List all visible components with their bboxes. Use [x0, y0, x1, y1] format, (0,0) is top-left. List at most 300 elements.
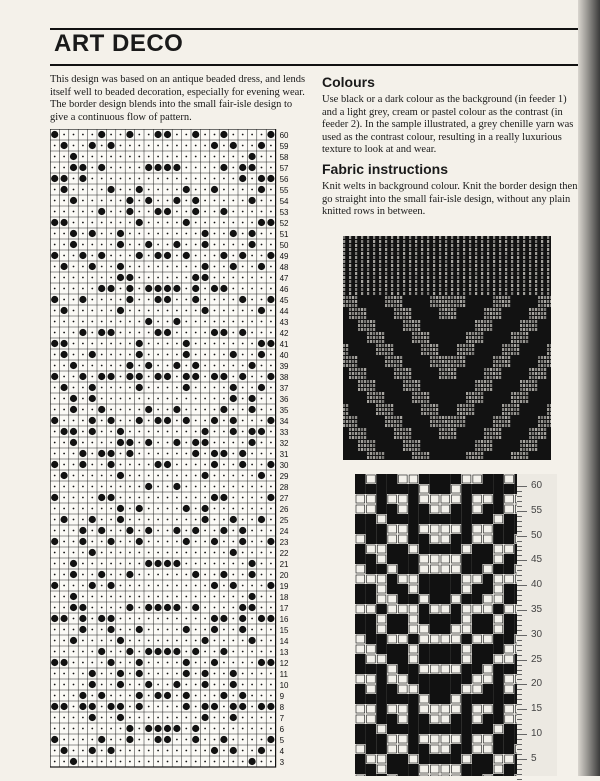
ruler: [517, 474, 557, 776]
stitch-background: [73, 684, 75, 686]
stitch-background: [110, 178, 112, 180]
stitch-background: [63, 684, 65, 686]
stitch-background: [91, 134, 93, 136]
stitch-contrast: [79, 461, 86, 468]
stitch-background: [101, 596, 103, 598]
stitch-background: [148, 750, 150, 752]
stitch-contrast: [70, 604, 77, 611]
stitch-background: [91, 211, 93, 213]
chart-row-number: 12: [279, 659, 289, 668]
stitch-contrast: [61, 340, 68, 347]
stitch-background: [195, 761, 197, 763]
stitch-background: [176, 398, 178, 400]
stitch-background: [270, 695, 272, 697]
stitch-background: [54, 530, 56, 532]
ruler-tick: [517, 521, 522, 522]
stitch-background: [91, 618, 93, 620]
chart-row-number: 13: [279, 648, 289, 657]
stitch-background: [223, 464, 225, 466]
chart-row-number: 25: [279, 516, 289, 525]
stitch-background: [204, 695, 206, 697]
stitch-contrast: [220, 615, 227, 622]
stitch-contrast: [136, 186, 143, 193]
stitch-background: [251, 189, 253, 191]
stitch-background: [167, 365, 169, 367]
chart-row-number: 43: [279, 318, 289, 327]
stitch-contrast: [258, 219, 265, 226]
stitch-contrast: [126, 736, 133, 743]
stitch-background: [157, 431, 159, 433]
stitch-background: [129, 563, 131, 565]
fabric-instructions-paragraph: Knit welts in background colour. Knit the border design then go straight into the small fair-isle design, without any plain knitted rows in between.: [322, 181, 578, 217]
stitch-contrast: [126, 527, 133, 534]
ruler-tick: [517, 655, 522, 656]
stitch-background: [195, 255, 197, 257]
stitch-background: [242, 750, 244, 752]
page-edge: [578, 0, 600, 776]
stitch-background: [251, 475, 253, 477]
stitch-contrast: [108, 373, 115, 380]
stitch-background: [120, 464, 122, 466]
stitch-background: [167, 662, 169, 664]
stitch-background: [270, 211, 272, 213]
stitch-background: [54, 332, 56, 334]
stitch-contrast: [136, 538, 143, 545]
stitch-background: [120, 299, 122, 301]
stitch-background: [185, 728, 187, 730]
stitch-background: [204, 596, 206, 598]
stitch-background: [63, 277, 65, 279]
stitch-contrast: [117, 637, 124, 644]
stitch-background: [204, 750, 206, 752]
stitch-background: [129, 618, 131, 620]
chart-row-number: 51: [279, 230, 289, 239]
stitch-background: [129, 255, 131, 257]
stitch-background: [129, 706, 131, 708]
stitch-background: [110, 200, 112, 202]
stitch-background: [101, 717, 103, 719]
stitch-contrast: [108, 285, 115, 292]
stitch-contrast: [98, 285, 105, 292]
stitch-background: [120, 530, 122, 532]
stitch-background: [138, 211, 140, 213]
stitch-background: [176, 618, 178, 620]
stitch-background: [261, 156, 263, 158]
stitch-background: [195, 156, 197, 158]
stitch-contrast: [126, 362, 133, 369]
chart-row-number: 53: [279, 208, 289, 217]
stitch-background: [185, 321, 187, 323]
stitch-contrast: [249, 604, 256, 611]
stitch-contrast: [89, 516, 96, 523]
stitch-background: [242, 585, 244, 587]
stitch-contrast: [136, 340, 143, 347]
stitch-background: [251, 288, 253, 290]
stitch-background: [110, 486, 112, 488]
stitch-background: [138, 684, 140, 686]
chart-row-number: 35: [279, 406, 289, 415]
stitch-background: [129, 354, 131, 356]
stitch-background: [129, 387, 131, 389]
stitch-background: [73, 475, 75, 477]
stitch-background: [185, 145, 187, 147]
stitch-contrast: [51, 340, 58, 347]
stitch-background: [195, 585, 197, 587]
stitch-contrast: [164, 373, 171, 380]
stitch-background: [214, 365, 216, 367]
stitch-contrast: [61, 472, 68, 479]
stitch-background: [214, 607, 216, 609]
stitch-background: [129, 431, 131, 433]
stitch-background: [110, 398, 112, 400]
stitch-background: [148, 717, 150, 719]
stitch-contrast: [173, 318, 180, 325]
stitch-background: [129, 178, 131, 180]
stitch-contrast: [51, 703, 58, 710]
stitch-background: [101, 662, 103, 664]
stitch-background: [242, 277, 244, 279]
stitch-background: [157, 519, 159, 521]
stitch-background: [167, 508, 169, 510]
stitch-contrast: [164, 208, 171, 215]
chart-row-number: 9: [279, 692, 285, 701]
stitch-background: [73, 354, 75, 356]
stitch-background: [120, 321, 122, 323]
stitch-background: [185, 299, 187, 301]
stitch-contrast: [145, 406, 152, 413]
stitch-background: [110, 519, 112, 521]
ruler-label: 40: [531, 579, 543, 591]
stitch-background: [270, 684, 272, 686]
stitch-contrast: [89, 681, 96, 688]
stitch-background: [82, 574, 84, 576]
stitch-background: [214, 387, 216, 389]
ruler-tick: [517, 516, 522, 517]
stitch-background: [110, 607, 112, 609]
chart-row-number: 52: [279, 219, 289, 228]
stitch-contrast: [202, 263, 209, 270]
stitch-contrast: [117, 263, 124, 270]
stitch-contrast: [173, 241, 180, 248]
stitch-background: [232, 728, 234, 730]
chart-row-number: 20: [279, 571, 289, 580]
stitch-background: [101, 178, 103, 180]
stitch-contrast: [89, 582, 96, 589]
stitch-background: [63, 134, 65, 136]
stitch-background: [204, 376, 206, 378]
stitch-background: [232, 277, 234, 279]
stitch-background: [195, 464, 197, 466]
stitch-background: [195, 618, 197, 620]
stitch-contrast: [258, 340, 265, 347]
chart-row-number: 10: [279, 681, 289, 690]
stitch-background: [82, 497, 84, 499]
stitch-background: [148, 552, 150, 554]
stitch-background: [138, 431, 140, 433]
stitch-contrast: [230, 142, 237, 149]
stitch-background: [91, 574, 93, 576]
stitch-contrast: [230, 582, 237, 589]
stitch-background: [120, 728, 122, 730]
stitch-background: [223, 607, 225, 609]
stitch-contrast: [267, 373, 274, 380]
stitch-background: [167, 343, 169, 345]
stitch-contrast: [126, 571, 133, 578]
stitch-background: [157, 343, 159, 345]
chart-row-number: 45: [279, 296, 289, 305]
stitch-contrast: [192, 362, 199, 369]
stitch-contrast: [98, 131, 105, 138]
stitch-background: [110, 530, 112, 532]
stitch-background: [270, 409, 272, 411]
stitch-background: [261, 211, 263, 213]
stitch-background: [148, 596, 150, 598]
stitch-background: [176, 277, 178, 279]
stitch-background: [101, 673, 103, 675]
stitch-background: [261, 365, 263, 367]
chart-row-number: 17: [279, 604, 289, 613]
stitch-background: [138, 728, 140, 730]
stitch-contrast: [267, 417, 274, 424]
stitch-background: [270, 574, 272, 576]
stitch-background: [129, 585, 131, 587]
stitch-background: [167, 453, 169, 455]
stitch-background: [82, 552, 84, 554]
chart-row-number: 5: [279, 736, 285, 745]
stitch-background: [270, 651, 272, 653]
stitch-background: [91, 222, 93, 224]
stitch-background: [148, 475, 150, 477]
stitch-background: [82, 761, 84, 763]
stitch-contrast: [126, 208, 133, 215]
stitch-background: [91, 288, 93, 290]
stitch-background: [261, 332, 263, 334]
stitch-background: [223, 354, 225, 356]
ruler-tick: [517, 689, 522, 690]
stitch-contrast: [155, 692, 162, 699]
stitch-background: [232, 497, 234, 499]
stitch-contrast: [192, 725, 199, 732]
chart-row-number: 30: [279, 461, 289, 470]
stitch-background: [242, 211, 244, 213]
ruler-tick: [517, 496, 522, 497]
stitch-background: [176, 475, 178, 477]
stitch-background: [138, 299, 140, 301]
stitch-background: [101, 387, 103, 389]
stitch-background: [129, 640, 131, 642]
stitch-background: [251, 332, 253, 334]
stitch-background: [157, 354, 159, 356]
stitch-contrast: [145, 527, 152, 534]
stitch-contrast: [98, 450, 105, 457]
stitch-background: [129, 189, 131, 191]
stitch-background: [185, 453, 187, 455]
stitch-contrast: [136, 351, 143, 358]
stitch-contrast: [51, 417, 58, 424]
stitch-contrast: [192, 571, 199, 578]
stitch-background: [101, 222, 103, 224]
stitch-contrast: [117, 670, 124, 677]
stitch-contrast: [108, 142, 115, 149]
stitch-background: [223, 178, 225, 180]
stitch-background: [120, 255, 122, 257]
stitch-contrast: [202, 516, 209, 523]
stitch-contrast: [183, 186, 190, 193]
stitch-background: [167, 200, 169, 202]
stitch-background: [232, 453, 234, 455]
stitch-background: [157, 398, 159, 400]
stitch-background: [138, 310, 140, 312]
stitch-background: [110, 475, 112, 477]
stitch-contrast: [202, 505, 209, 512]
stitch-contrast: [61, 175, 68, 182]
ruler-tick: [517, 640, 522, 641]
stitch-background: [63, 442, 65, 444]
stitch-contrast: [258, 307, 265, 314]
stitch-background: [270, 200, 272, 202]
stitch-contrast: [108, 703, 115, 710]
stitch-contrast: [51, 219, 58, 226]
stitch-background: [120, 409, 122, 411]
stitch-background: [73, 321, 75, 323]
stitch-contrast: [267, 461, 274, 468]
stitch-contrast: [258, 351, 265, 358]
chart-row-number: 34: [279, 417, 289, 426]
colours-paragraph: Use black or a dark colour as the background (in feeder 1) and a light grey, cream or pastel colour as the contrast (in feeder 2). In the sample illustrated, a grey chenille yarn was used as the contrast colour, resulting in a really luxurious texture to look at and wear.: [322, 94, 574, 155]
stitch-background: [101, 585, 103, 587]
stitch-background: [148, 376, 150, 378]
stitch-contrast: [164, 164, 171, 171]
stitch-contrast: [145, 648, 152, 655]
stitch-background: [185, 288, 187, 290]
stitch-background: [242, 189, 244, 191]
stitch-background: [270, 750, 272, 752]
chart-row-number: 14: [279, 637, 289, 646]
stitch-contrast: [202, 274, 209, 281]
stitch-background: [195, 420, 197, 422]
stitch-background: [63, 607, 65, 609]
stitch-background: [63, 651, 65, 653]
stitch-background: [120, 486, 122, 488]
stitch-background: [54, 145, 56, 147]
stitch-background: [157, 640, 159, 642]
chart-row-number: 31: [279, 450, 289, 459]
stitch-background: [120, 134, 122, 136]
stitch-contrast: [211, 582, 218, 589]
stitch-background: [223, 420, 225, 422]
stitch-background: [157, 321, 159, 323]
stitch-background: [148, 519, 150, 521]
stitch-background: [110, 574, 112, 576]
stitch-background: [232, 189, 234, 191]
stitch-background: [138, 288, 140, 290]
stitch-background: [232, 365, 234, 367]
stitch-background: [54, 750, 56, 752]
stitch-contrast: [267, 703, 274, 710]
stitch-background: [204, 343, 206, 345]
stitch-background: [242, 354, 244, 356]
stitch-background: [82, 211, 84, 213]
stitch-background: [185, 596, 187, 598]
stitch-contrast: [230, 714, 237, 721]
stitch-background: [120, 541, 122, 543]
stitch-background: [270, 266, 272, 268]
stitch-background: [91, 607, 93, 609]
stitch-background: [261, 728, 263, 730]
stitch-contrast: [136, 692, 143, 699]
stitch-contrast: [89, 142, 96, 149]
stitch-contrast: [173, 362, 180, 369]
stitch-background: [204, 189, 206, 191]
stitch-contrast: [249, 439, 256, 446]
stitch-background: [82, 519, 84, 521]
stitch-background: [195, 706, 197, 708]
stitch-background: [157, 442, 159, 444]
stitch-background: [204, 200, 206, 202]
stitch-background: [167, 387, 169, 389]
stitch-background: [91, 365, 93, 367]
stitch-background: [204, 167, 206, 169]
stitch-contrast: [61, 263, 68, 270]
stitch-contrast: [249, 395, 256, 402]
stitch-background: [270, 552, 272, 554]
stitch-background: [185, 398, 187, 400]
stitch-background: [138, 365, 140, 367]
stitch-background: [73, 343, 75, 345]
stitch-contrast: [70, 637, 77, 644]
stitch-contrast: [51, 659, 58, 666]
stitch-contrast: [155, 285, 162, 292]
stitch-background: [54, 695, 56, 697]
stitch-background: [232, 156, 234, 158]
ruler-tick: [517, 555, 522, 556]
stitch-contrast: [51, 296, 58, 303]
stitch-background: [63, 464, 65, 466]
stitch-contrast: [239, 692, 246, 699]
stitch-background: [110, 508, 112, 510]
stitch-background: [242, 343, 244, 345]
stitch-background: [54, 761, 56, 763]
stitch-background: [82, 684, 84, 686]
stitch-background: [251, 651, 253, 653]
stitch-contrast: [267, 219, 274, 226]
stitch-background: [251, 277, 253, 279]
stitch-background: [251, 354, 253, 356]
stitch-contrast: [192, 527, 199, 534]
stitch-background: [120, 354, 122, 356]
ruler-tick: [517, 625, 522, 626]
stitch-background: [138, 486, 140, 488]
stitch-background: [195, 398, 197, 400]
stitch-contrast: [98, 406, 105, 413]
stitch-contrast: [230, 516, 237, 523]
chart-row-number: 59: [279, 142, 289, 151]
stitch-background: [185, 409, 187, 411]
stitch-background: [101, 420, 103, 422]
stitch-background: [120, 607, 122, 609]
stitch-background: [214, 442, 216, 444]
chart-row-number: 16: [279, 615, 289, 624]
stitch-background: [261, 464, 263, 466]
stitch-background: [270, 486, 272, 488]
stitch-background: [120, 145, 122, 147]
stitch-background: [73, 739, 75, 741]
stitch-background: [110, 343, 112, 345]
stitch-background: [101, 508, 103, 510]
stitch-background: [242, 266, 244, 268]
stitch-background: [176, 662, 178, 664]
intro-paragraph: This design was based on an antique beaded dress, and lends itself well to beaded decoration, especially for evening wear. The border design blends into the small fair-isle design to give a continuous flow of pattern.: [50, 74, 306, 123]
